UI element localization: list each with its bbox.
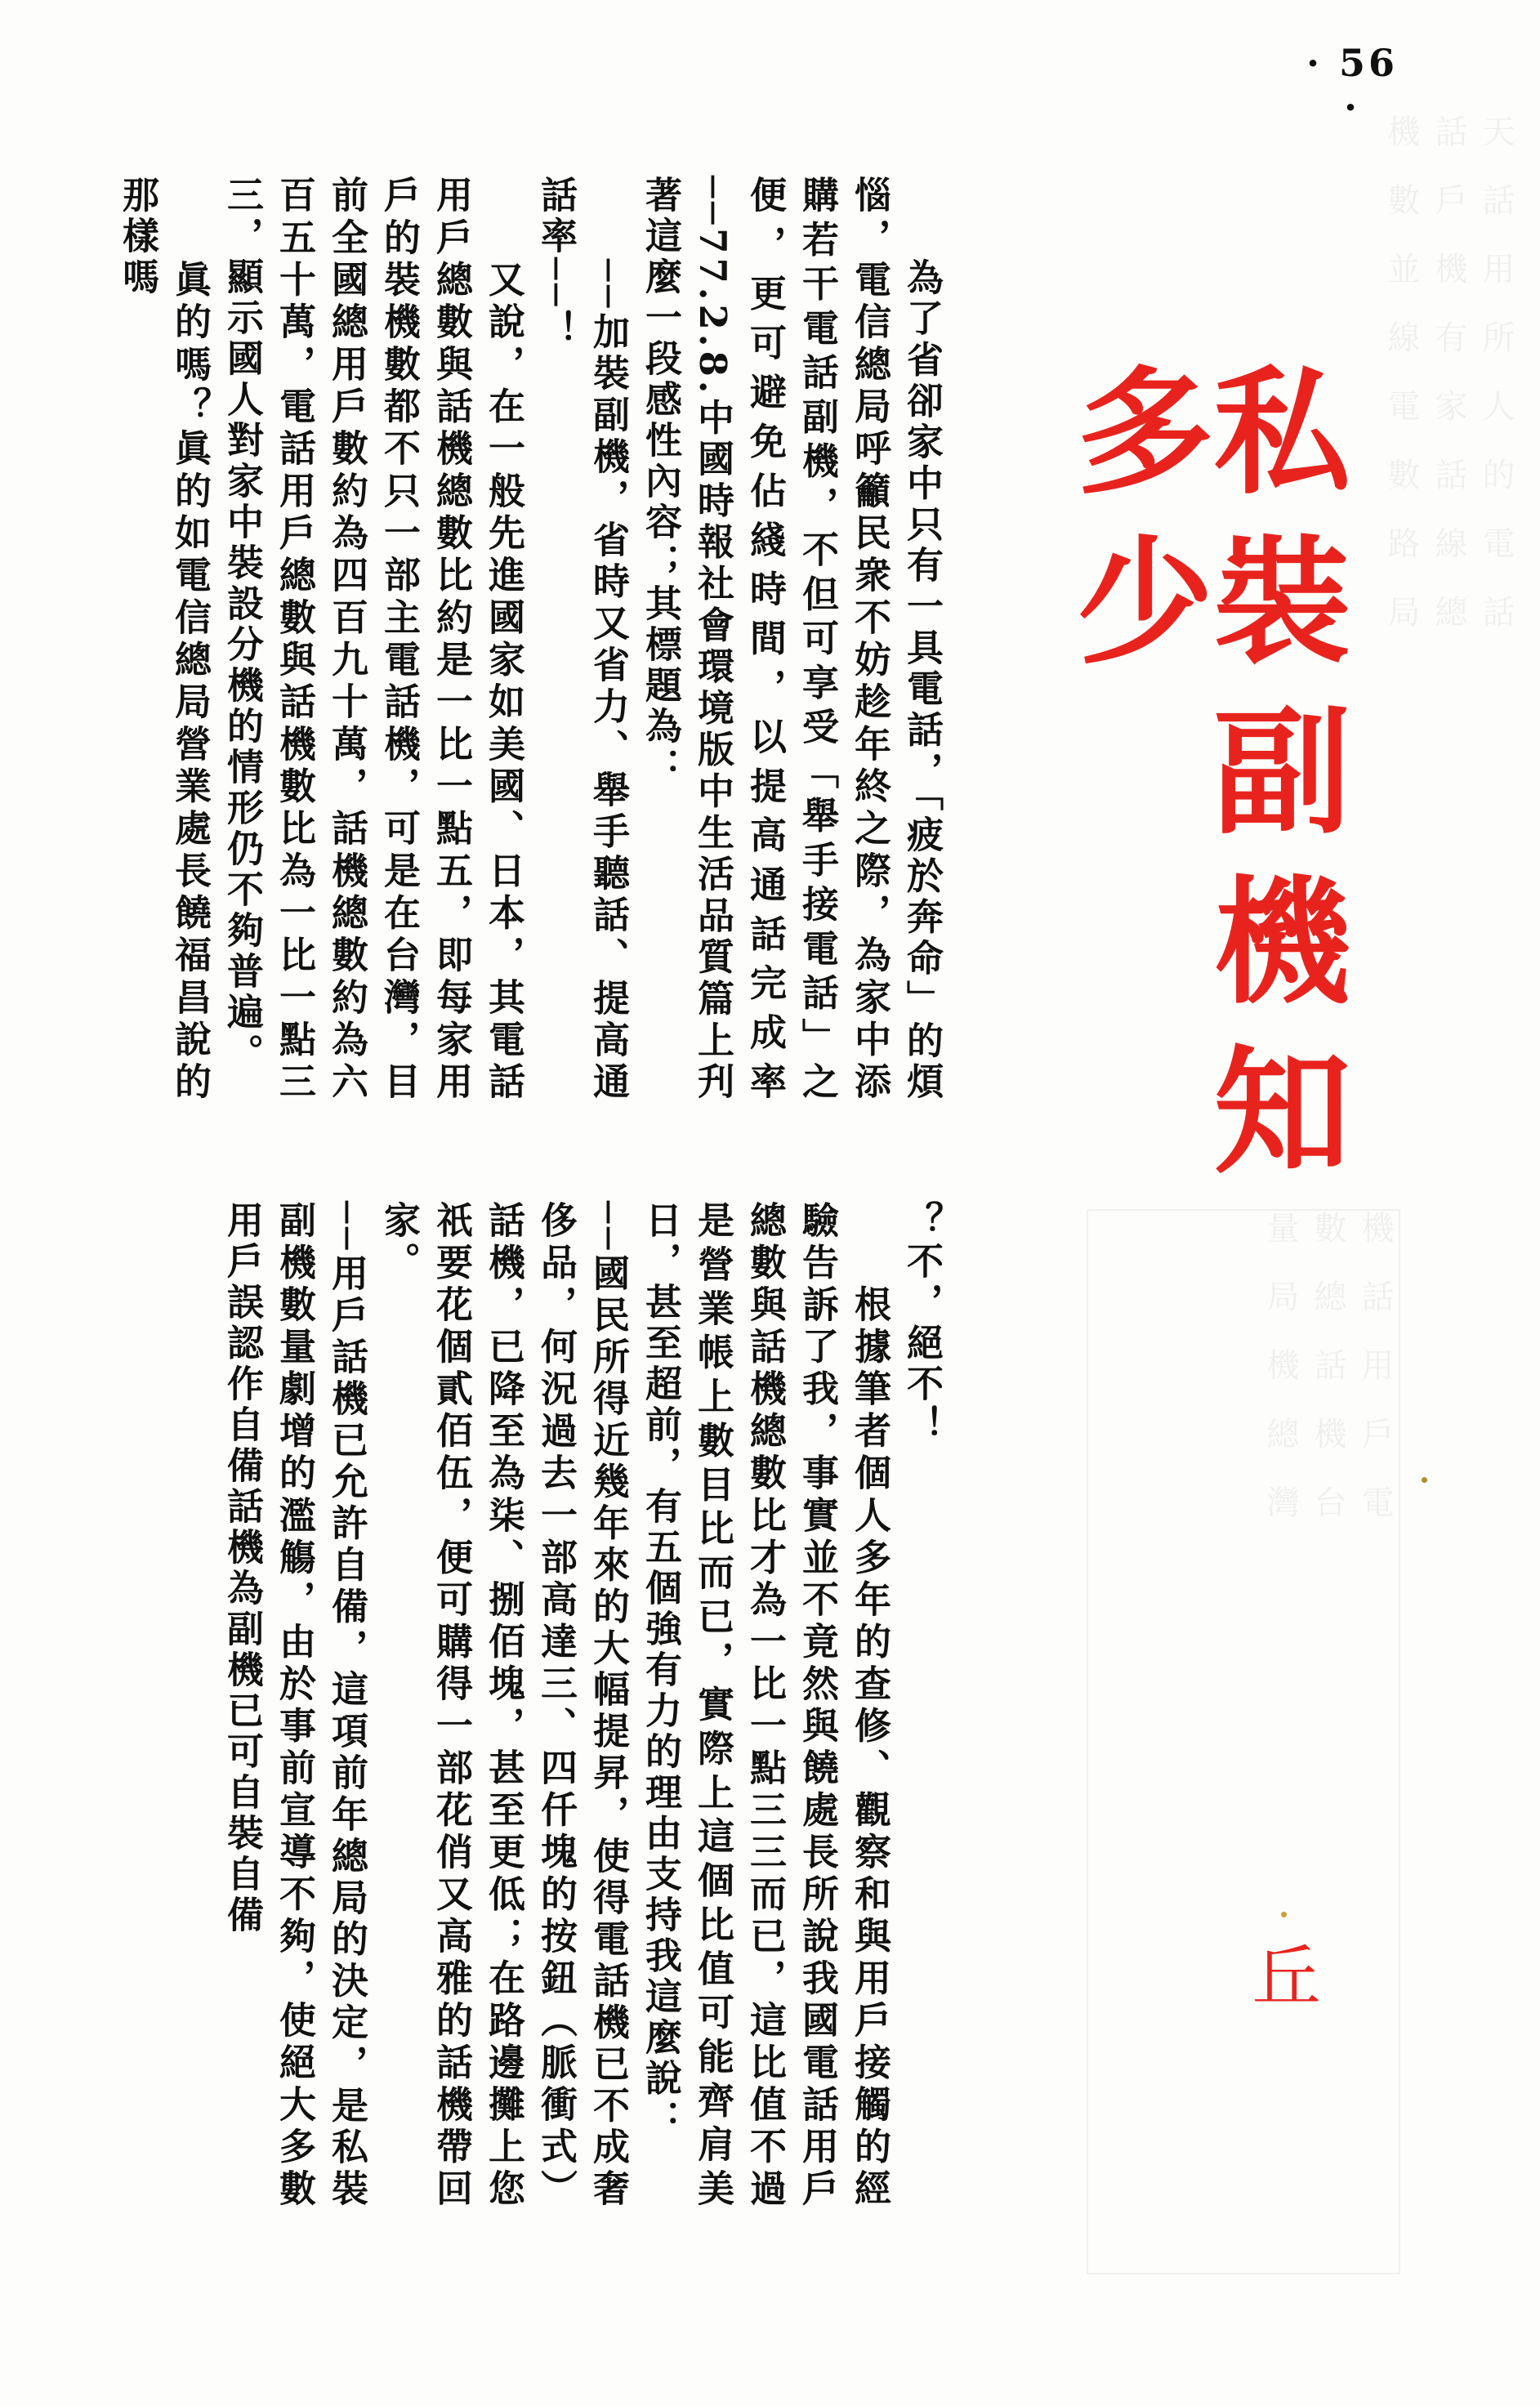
article-body-lower <box>131 1201 948 2210</box>
paper-speck <box>1281 1912 1287 1917</box>
show-through-text: 天 話 用 所 人 的 電 話 話 戶 機 有 家 話 線 總 機 數 並 線 電 數 路 局 <box>1382 114 1515 629</box>
paragraph: 眞的嗎？眞的如電信總局營業處長饒福昌說的那樣嗎 <box>116 176 212 1103</box>
paragraph: ？不，絕不！ <box>900 1201 944 1446</box>
show-through-box: 機 話 用 戶 電 數 總 話 機 台 量 局 機 總 灣 <box>1087 1209 1400 2274</box>
paragraph: 根據筆者個人多年的查修、觀察和與用戶接觸的經驗告訴了我，事實並不竟然與饒處長所說我國電話用戶總數與話機總數比才為一比一點三三而已，這比值不過是營業帳上數目比而已，實際上這個比值可能齊肩美日，甚至超前，有五個強有力的理由支持我這麼說： <box>639 1201 891 2210</box>
paragraph: ──用戶話機已允許自備，這項前年總局的決定，是私裝副機數量劇增的濫觴，由於事前宣導不夠，使絕大多數用戶誤認作自備話機為副機已可自裝自備 <box>221 1201 368 2210</box>
article-title: 私裝副機知多少 <box>1054 359 1351 1209</box>
paragraph: ──國民所得近幾年來的大幅提昇，使得電話機已不成奢侈品，何況過去一部高達三、四仟塊的按鈕（脈衝式）話機，已降至為柒、捌佰塊，甚至更低；在路邊攤上您祇要花個貳佰伍，便可購得一部花俏又高雅的話機帶回家。 <box>377 1201 630 2210</box>
paragraph: ──加裝副機，省時又省力、舉手聽話、提高通話率──！ <box>534 176 630 1103</box>
article-body-upper <box>116 176 948 1103</box>
paragraph: 為了省卻家中只有一具電話，「疲於奔命」的煩惱，電信總局呼籲民衆不妨趁年終之際，為家中添購若干電話副機，不但可享受「舉手接電話」之便，更可避免佔綫時間，以提高通話完成率──77.2.8.中國時報社會環境版中生活品質篇上刋著這麼一段感性內容；其標題為： <box>639 176 944 1103</box>
page-number: · 56 · <box>1306 41 1399 129</box>
paragraph: 又說，在一般先進國家如美國、日本，其電話用戶總數與話機總數比約是一比一點五，即每家用戶的裝機數都不只一部主電話機，可是在台灣，目前全國總用戶數約為四百九十萬，話機總數約為六百五十萬，電話用戶總數與話機數比為一比一點三三，顯示國人對家中裝設分機的情形仍不夠普遍。 <box>221 176 525 1103</box>
paper-speck <box>1422 1477 1427 1483</box>
author-name: 丘 <box>1241 1940 1321 2009</box>
